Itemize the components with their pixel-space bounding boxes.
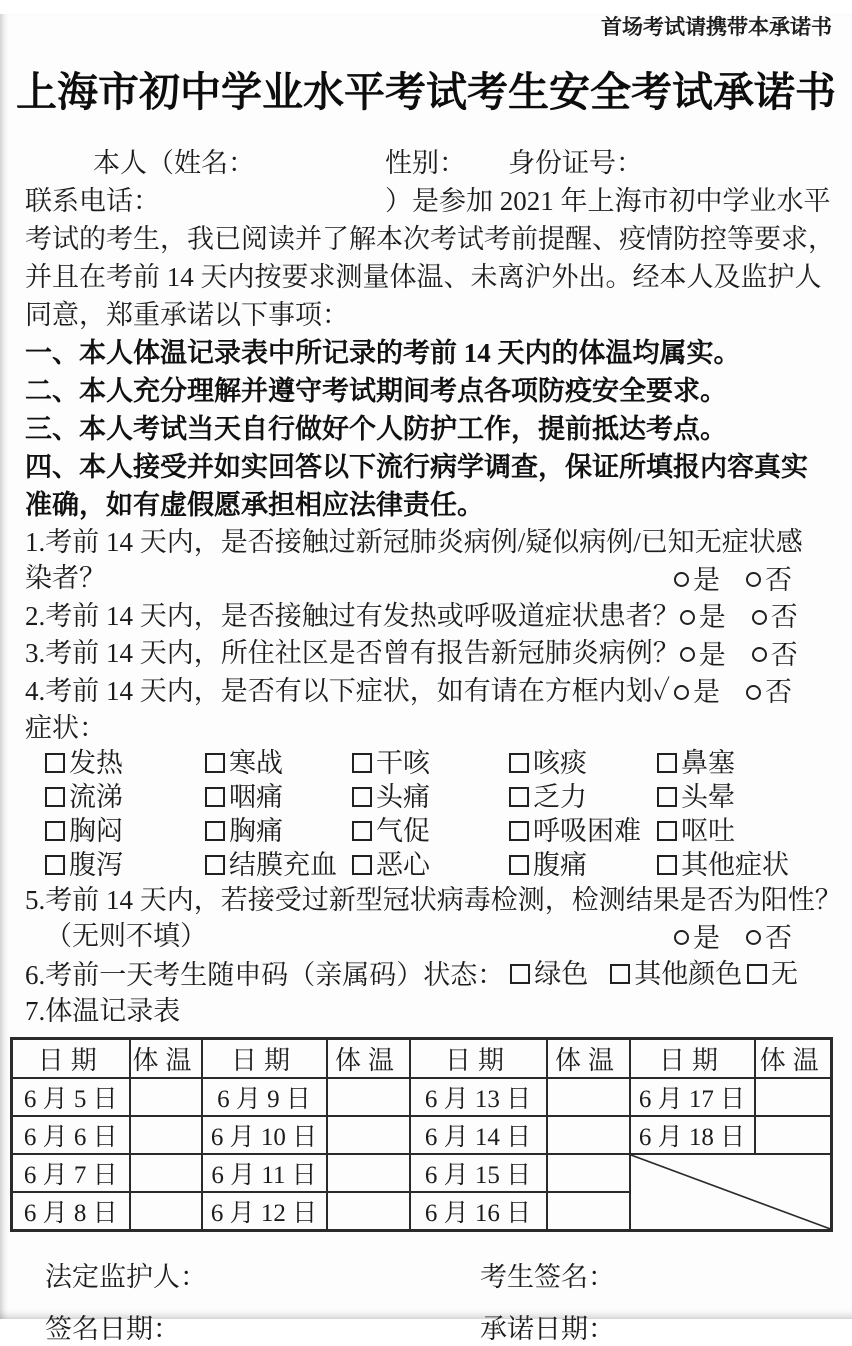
- signature-section: [0, 1260, 852, 1346]
- temp-column-header: 体温: [327, 1038, 410, 1078]
- checkbox-icon: [205, 753, 225, 773]
- symptom-label: 发热: [69, 748, 123, 778]
- radio-icon: [674, 930, 689, 945]
- temp-input-cell[interactable]: [130, 1192, 202, 1231]
- symptom-option[interactable]: [657, 746, 830, 780]
- temperature-record-table: [10, 1037, 833, 1232]
- sign-date-field[interactable]: [180, 1312, 330, 1342]
- date-column-header: 日期: [410, 1038, 547, 1078]
- date-cell: 6 月 18 日: [630, 1116, 755, 1154]
- question-1-line-2: [25, 560, 830, 598]
- diagonal-strike-line: [631, 1155, 831, 1229]
- radio-option-yes[interactable]: [674, 562, 720, 598]
- symptom-option[interactable]: [45, 814, 205, 848]
- temp-column-header: 体温: [547, 1038, 630, 1078]
- checkbox-icon: [509, 787, 529, 807]
- name-label: 本人（姓名：: [93, 148, 255, 178]
- date-cell: 6 月 5 日: [12, 1078, 130, 1116]
- symptom-label: 头痛: [376, 782, 430, 812]
- temp-input-cell[interactable]: [130, 1116, 202, 1154]
- commitment-item-4: 四、本人接受并如实回答以下流行病学调查，保证所填报内容真实准确，如有虚假愿承担相应法律责任。: [25, 452, 808, 520]
- checkbox-icon: [510, 964, 530, 984]
- no-label: 否: [770, 639, 798, 670]
- question-4-text: 4.考前 14 天内，是否有以下症状，如有请在方框内划✓: [25, 675, 671, 706]
- signature-row-1: [45, 1260, 827, 1294]
- radio-option-no[interactable]: [746, 562, 792, 598]
- radio-icon: [680, 647, 695, 662]
- checkbox-icon: [45, 855, 65, 875]
- symptom-label: 胸闷: [69, 816, 123, 846]
- letter-body: [0, 144, 852, 1029]
- temp-input-cell[interactable]: [130, 1154, 202, 1192]
- commitment-item-3: 三、本人考试当天自行做好个人防护工作，提前抵达考点。: [25, 414, 727, 444]
- temp-input-cell[interactable]: [327, 1192, 410, 1231]
- symptom-option[interactable]: [205, 746, 352, 780]
- radio-icon: [674, 572, 689, 587]
- symptom-label: 咳痰: [533, 748, 587, 778]
- health-code-option-none[interactable]: [747, 956, 798, 992]
- date-cell: 6 月 16 日: [410, 1192, 547, 1231]
- question-4-options: [674, 674, 792, 710]
- date-column-header: 日期: [12, 1038, 130, 1078]
- symptom-option[interactable]: [657, 780, 830, 814]
- radio-option-no[interactable]: [752, 637, 798, 673]
- symptom-option[interactable]: [509, 780, 657, 814]
- temp-input-cell[interactable]: [130, 1078, 202, 1116]
- no-label: 否: [770, 602, 798, 632]
- commitment-item-2: 二、本人充分理解并遵守考试期间考点各项防疫安全要求。: [25, 376, 727, 406]
- page-title: 上海市初中学业水平考试考生安全考试承诺书: [16, 69, 836, 115]
- question-1-text: 1.考前 14 天内，是否接触过新冠肺炎病例/疑似病例/已知无症状感: [25, 527, 803, 557]
- symptom-option[interactable]: [352, 814, 509, 848]
- checkbox-icon: [352, 787, 372, 807]
- name-field[interactable]: [255, 154, 385, 182]
- radio-option-yes[interactable]: [680, 637, 726, 673]
- no-label: 否: [765, 677, 792, 707]
- radio-icon: [674, 685, 689, 700]
- date-cell: 6 月 17 日: [630, 1078, 755, 1116]
- option-label: 其他颜色: [634, 958, 743, 989]
- question-6: [25, 956, 830, 993]
- symptom-option[interactable]: [657, 848, 830, 882]
- radio-option-yes[interactable]: [674, 674, 720, 710]
- question-1-text-cont: 染者？: [25, 563, 106, 593]
- temp-input-cell[interactable]: [547, 1116, 630, 1154]
- table-row: [12, 1154, 832, 1192]
- date-cell: 6 月 15 日: [410, 1154, 547, 1192]
- table-row: [12, 1078, 832, 1116]
- temp-input-cell[interactable]: [547, 1192, 630, 1231]
- symptom-label: 头晕: [681, 782, 735, 812]
- date-cell: 6 月 12 日: [202, 1192, 327, 1231]
- symptom-label: 鼻塞: [681, 748, 735, 778]
- table-row: [12, 1116, 832, 1154]
- question-7: 7.体温记录表: [25, 995, 181, 1026]
- promise-date-label: 承诺日期：: [480, 1313, 615, 1344]
- yes-label: 是: [693, 677, 720, 707]
- symptom-label: 结膜充血: [229, 850, 337, 880]
- symptom-option[interactable]: [509, 746, 657, 780]
- checkbox-icon: [45, 753, 65, 773]
- temp-input-cell[interactable]: [327, 1078, 410, 1116]
- symptom-label: 胸痛: [229, 816, 283, 846]
- temp-column-header: 体温: [755, 1038, 832, 1078]
- gender-label: 性别：: [385, 148, 466, 178]
- sign-date-label: 签名日期：: [45, 1313, 180, 1344]
- symptom-option[interactable]: [509, 848, 657, 882]
- radio-icon: [680, 610, 695, 625]
- commitment-letter-page: [0, 14, 852, 1344]
- checkbox-icon: [352, 753, 372, 773]
- symptom-option[interactable]: [352, 746, 509, 780]
- date-cell: 6 月 9 日: [202, 1078, 327, 1116]
- checkbox-icon: [509, 753, 529, 773]
- symptom-label: 恶心: [376, 850, 430, 880]
- symptom-label: 呼吸困难: [533, 816, 641, 846]
- temp-input-cell[interactable]: [755, 1078, 832, 1116]
- date-cell: 6 月 7 日: [12, 1154, 130, 1192]
- radio-icon: [752, 647, 767, 662]
- candidate-signature-field[interactable]: [615, 1260, 765, 1290]
- question-5-text: 5.考前 14 天内，若接受过新型冠状病毒检测，检测结果是否为阳性？: [25, 885, 842, 915]
- intro-line-2: [25, 182, 830, 220]
- date-column-header: 日期: [202, 1038, 327, 1078]
- question-1-options: [674, 562, 792, 598]
- checkbox-icon: [509, 855, 529, 875]
- radio-icon: [746, 685, 761, 700]
- symptom-option[interactable]: [45, 746, 205, 780]
- temp-column-header: 体温: [130, 1038, 202, 1078]
- temp-input-cell[interactable]: [327, 1154, 410, 1192]
- health-code-option-green[interactable]: [510, 956, 588, 992]
- no-label: 否: [765, 922, 792, 953]
- intro-line-5: 同意，郑重承诺以下事项：: [25, 300, 349, 330]
- symptom-label: 流涕: [69, 782, 123, 812]
- symptom-option[interactable]: [352, 848, 509, 882]
- checkbox-icon: [747, 964, 767, 984]
- checkbox-icon: [45, 787, 65, 807]
- intro-participate-text: ）是参加 2021 年上海市初中学业水平: [385, 186, 831, 216]
- date-cell: 6 月 6 日: [12, 1116, 130, 1154]
- date-cell: 6 月 11 日: [202, 1154, 327, 1192]
- commitment-item-1: 一、本人体温记录表中所记录的考前 14 天内的体温均属实。: [25, 338, 741, 368]
- symptoms-grid: [45, 746, 830, 882]
- symptom-label: 干咳: [376, 748, 430, 778]
- question-6-text: 6.考前一天考生随申码（亲属码）状态：: [25, 959, 505, 990]
- checkbox-icon: [657, 753, 677, 773]
- radio-option-no[interactable]: [746, 920, 792, 956]
- table-header-row: [12, 1038, 832, 1078]
- date-cell: 6 月 10 日: [202, 1116, 327, 1154]
- yes-label: 是: [698, 639, 726, 670]
- question-5-line-1: [25, 882, 842, 918]
- question-5-line-2: [25, 918, 830, 956]
- checkbox-icon: [657, 821, 677, 841]
- question-2: [25, 598, 830, 636]
- checkbox-icon: [45, 821, 65, 841]
- gender-field[interactable]: [466, 154, 508, 182]
- radio-icon: [752, 610, 767, 625]
- temp-input-cell[interactable]: [547, 1078, 630, 1116]
- question-2-text: 2.考前 14 天内，是否接触过有发热或呼吸道症状患者？: [25, 600, 680, 631]
- symptom-label: 咽痛: [229, 782, 283, 812]
- symptom-option[interactable]: [45, 780, 205, 814]
- checkbox-icon: [205, 855, 225, 875]
- date-cell: 6 月 8 日: [12, 1192, 130, 1231]
- phone-label: 联系电话：: [25, 186, 160, 216]
- symptom-label: 寒战: [229, 748, 283, 778]
- checkbox-icon: [352, 855, 372, 875]
- symptom-option[interactable]: [45, 848, 205, 882]
- date-cell: 6 月 14 日: [410, 1116, 547, 1154]
- symptom-option[interactable]: [509, 814, 657, 848]
- question-3-text: 3.考前 14 天内，所住社区是否曾有报告新冠肺炎病例？: [25, 638, 680, 668]
- guardian-label: 法定监护人：: [45, 1261, 207, 1292]
- intro-line-1: [25, 144, 830, 182]
- checkbox-icon: [205, 787, 225, 807]
- crossed-out-cell: [630, 1154, 832, 1231]
- question-4: [25, 673, 830, 711]
- intro-line-4: 并且在考前 14 天内按要求测量体温、未离沪外出。经本人及监护人: [25, 262, 822, 292]
- symptom-option[interactable]: [205, 814, 352, 848]
- symptom-label: 其他症状: [681, 850, 789, 880]
- symptom-option[interactable]: [205, 848, 352, 882]
- date-cell: 6 月 13 日: [410, 1078, 547, 1116]
- radio-option-yes[interactable]: [674, 920, 720, 956]
- health-code-option-other[interactable]: [610, 956, 742, 992]
- checkbox-icon: [610, 964, 630, 984]
- top-note: 首场考试请携带本承诺书: [601, 15, 832, 39]
- checkbox-icon: [509, 821, 529, 841]
- question-3-options: [680, 637, 798, 673]
- temp-input-cell[interactable]: [327, 1116, 410, 1154]
- yes-label: 是: [698, 602, 726, 632]
- radio-icon: [746, 930, 761, 945]
- question-5-note: （无则不填）: [45, 921, 207, 951]
- symptom-label: 腹泻: [69, 850, 123, 880]
- temp-input-cell[interactable]: [755, 1116, 832, 1154]
- candidate-sign-label: 考生签名：: [480, 1261, 615, 1292]
- symptom-option[interactable]: [205, 780, 352, 814]
- date-column-header: 日期: [630, 1038, 755, 1078]
- option-label: 无: [771, 958, 798, 989]
- checkbox-icon: [657, 787, 677, 807]
- radio-icon: [746, 572, 761, 587]
- radio-option-no[interactable]: [752, 599, 798, 635]
- symptom-label: 腹痛: [533, 850, 587, 880]
- symptoms-label: 症状：: [25, 713, 106, 743]
- promise-date-field[interactable]: [615, 1312, 765, 1342]
- guardian-signature-field[interactable]: [207, 1260, 357, 1290]
- checkbox-icon: [657, 855, 677, 875]
- question-1-line-1: [25, 524, 830, 560]
- question-2-options: [680, 599, 798, 635]
- yes-label: 是: [693, 922, 720, 953]
- symptom-option[interactable]: [352, 780, 509, 814]
- checkbox-icon: [352, 821, 372, 841]
- yes-label: 是: [693, 564, 720, 595]
- phone-field[interactable]: [160, 192, 385, 220]
- symptom-label: 乏力: [533, 782, 587, 812]
- symptom-label: 呕吐: [681, 816, 735, 846]
- checkbox-icon: [205, 821, 225, 841]
- question-3: [25, 635, 830, 673]
- no-label: 否: [765, 564, 792, 595]
- question-5-options: [674, 920, 792, 956]
- intro-line-3: 考试的考生，我已阅读并了解本次考试考前提醒、疫情防控等要求，: [25, 224, 835, 254]
- signature-row-2: [45, 1312, 827, 1346]
- temp-input-cell[interactable]: [547, 1154, 630, 1192]
- radio-option-yes[interactable]: [680, 599, 726, 635]
- id-number-label: 身份证号：: [508, 148, 643, 178]
- symptom-option[interactable]: [657, 814, 830, 848]
- option-label: 绿色: [534, 958, 589, 989]
- radio-option-no[interactable]: [746, 674, 792, 710]
- id-number-field[interactable]: [643, 154, 793, 182]
- symptom-label: 气促: [376, 816, 430, 846]
